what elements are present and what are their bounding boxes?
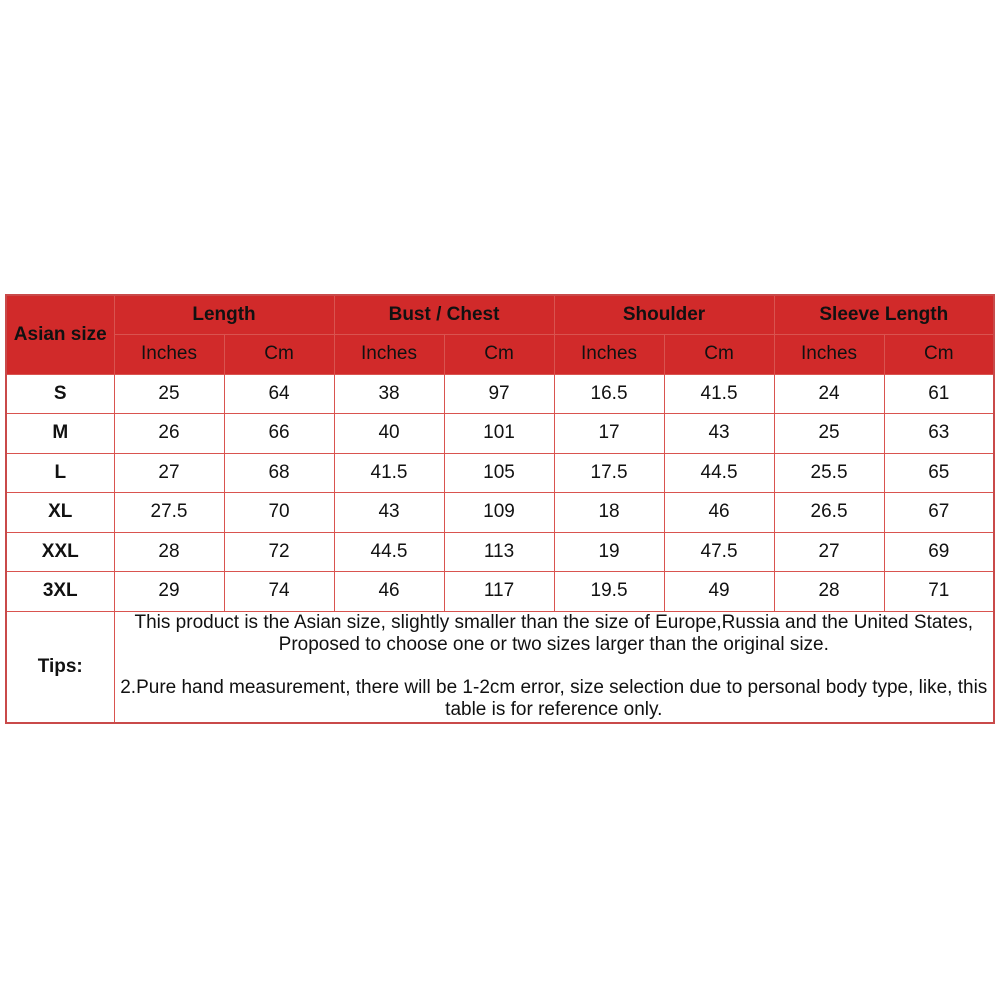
tips-content [114, 611, 994, 723]
size-label: S [6, 374, 114, 414]
header-row-groups [6, 295, 994, 334]
cell-value: 64 [224, 374, 334, 414]
cell-value: 27 [114, 453, 224, 493]
size-label: 3XL [6, 572, 114, 612]
cell-value: 105 [444, 453, 554, 493]
table-row [6, 572, 994, 612]
unit-header: Cm [884, 334, 994, 374]
cell-value: 16.5 [554, 374, 664, 414]
group-header-bust-chest: Bust / Chest [334, 295, 554, 334]
cell-value: 29 [114, 572, 224, 612]
cell-value: 70 [224, 493, 334, 533]
table-row [6, 453, 994, 493]
cell-value: 66 [224, 414, 334, 454]
unit-header: Cm [224, 334, 334, 374]
unit-header: Inches [554, 334, 664, 374]
cell-value: 74 [224, 572, 334, 612]
cell-value: 101 [444, 414, 554, 454]
cell-value: 26.5 [774, 493, 884, 533]
unit-header: Cm [664, 334, 774, 374]
cell-value: 28 [114, 532, 224, 572]
cell-value: 41.5 [664, 374, 774, 414]
unit-header: Cm [444, 334, 554, 374]
cell-value: 24 [774, 374, 884, 414]
cell-value: 44.5 [664, 453, 774, 493]
header-row-units [6, 334, 994, 374]
unit-header: Inches [114, 334, 224, 374]
asian-size-header: Asian size [6, 295, 114, 374]
table-row [6, 532, 994, 572]
size-label: XXL [6, 532, 114, 572]
cell-value: 25.5 [774, 453, 884, 493]
cell-value: 63 [884, 414, 994, 454]
cell-value: 27 [774, 532, 884, 572]
cell-value: 46 [334, 572, 444, 612]
tips-paragraph: 2.Pure hand measurement, there will be 1-2cm error, size selection due to personal body type, like, this table is for reference only. [120, 676, 988, 720]
size-chart-table [5, 294, 995, 724]
cell-value: 25 [774, 414, 884, 454]
group-header-shoulder: Shoulder [554, 295, 774, 334]
size-label: M [6, 414, 114, 454]
cell-value: 47.5 [664, 532, 774, 572]
tips-label: Tips: [6, 611, 114, 723]
cell-value: 43 [334, 493, 444, 533]
size-label: XL [6, 493, 114, 533]
table-row [6, 374, 994, 414]
cell-value: 17.5 [554, 453, 664, 493]
cell-value: 97 [444, 374, 554, 414]
cell-value: 113 [444, 532, 554, 572]
cell-value: 72 [224, 532, 334, 572]
cell-value: 67 [884, 493, 994, 533]
size-label: L [6, 453, 114, 493]
cell-value: 43 [664, 414, 774, 454]
table-row [6, 493, 994, 533]
cell-value: 40 [334, 414, 444, 454]
cell-value: 26 [114, 414, 224, 454]
tips-paragraph: This product is the Asian size, slightly smaller than the size of Europe,Russia and the United States, Proposed to choose one or two sizes larger than the original size. [134, 611, 974, 655]
cell-value: 19.5 [554, 572, 664, 612]
cell-value: 109 [444, 493, 554, 533]
cell-value: 25 [114, 374, 224, 414]
cell-value: 46 [664, 493, 774, 533]
cell-value: 44.5 [334, 532, 444, 572]
cell-value: 27.5 [114, 493, 224, 533]
cell-value: 19 [554, 532, 664, 572]
cell-value: 65 [884, 453, 994, 493]
unit-header: Inches [334, 334, 444, 374]
cell-value: 68 [224, 453, 334, 493]
unit-header: Inches [774, 334, 884, 374]
cell-value: 28 [774, 572, 884, 612]
cell-value: 38 [334, 374, 444, 414]
tips-row [6, 611, 994, 723]
cell-value: 61 [884, 374, 994, 414]
cell-value: 41.5 [334, 453, 444, 493]
cell-value: 69 [884, 532, 994, 572]
cell-value: 71 [884, 572, 994, 612]
group-header-length: Length [114, 295, 334, 334]
cell-value: 49 [664, 572, 774, 612]
cell-value: 17 [554, 414, 664, 454]
table-row [6, 414, 994, 454]
cell-value: 117 [444, 572, 554, 612]
group-header-sleeve-length: Sleeve Length [774, 295, 994, 334]
cell-value: 18 [554, 493, 664, 533]
